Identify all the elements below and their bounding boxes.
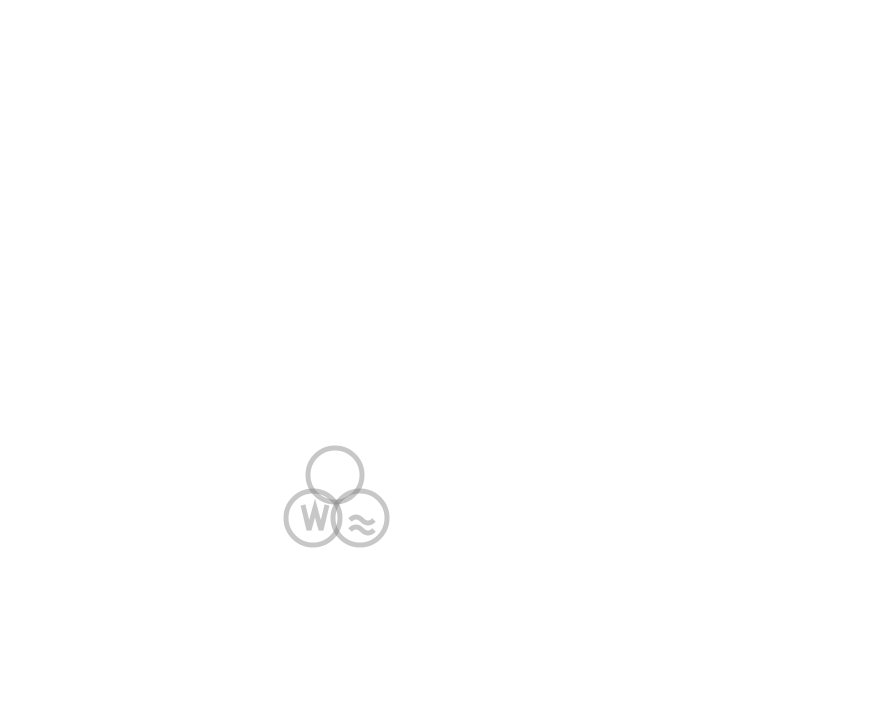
footer-labels <box>0 691 878 705</box>
mdeq-watermark-logo <box>275 440 395 610</box>
mud-log-grid <box>0 30 878 690</box>
